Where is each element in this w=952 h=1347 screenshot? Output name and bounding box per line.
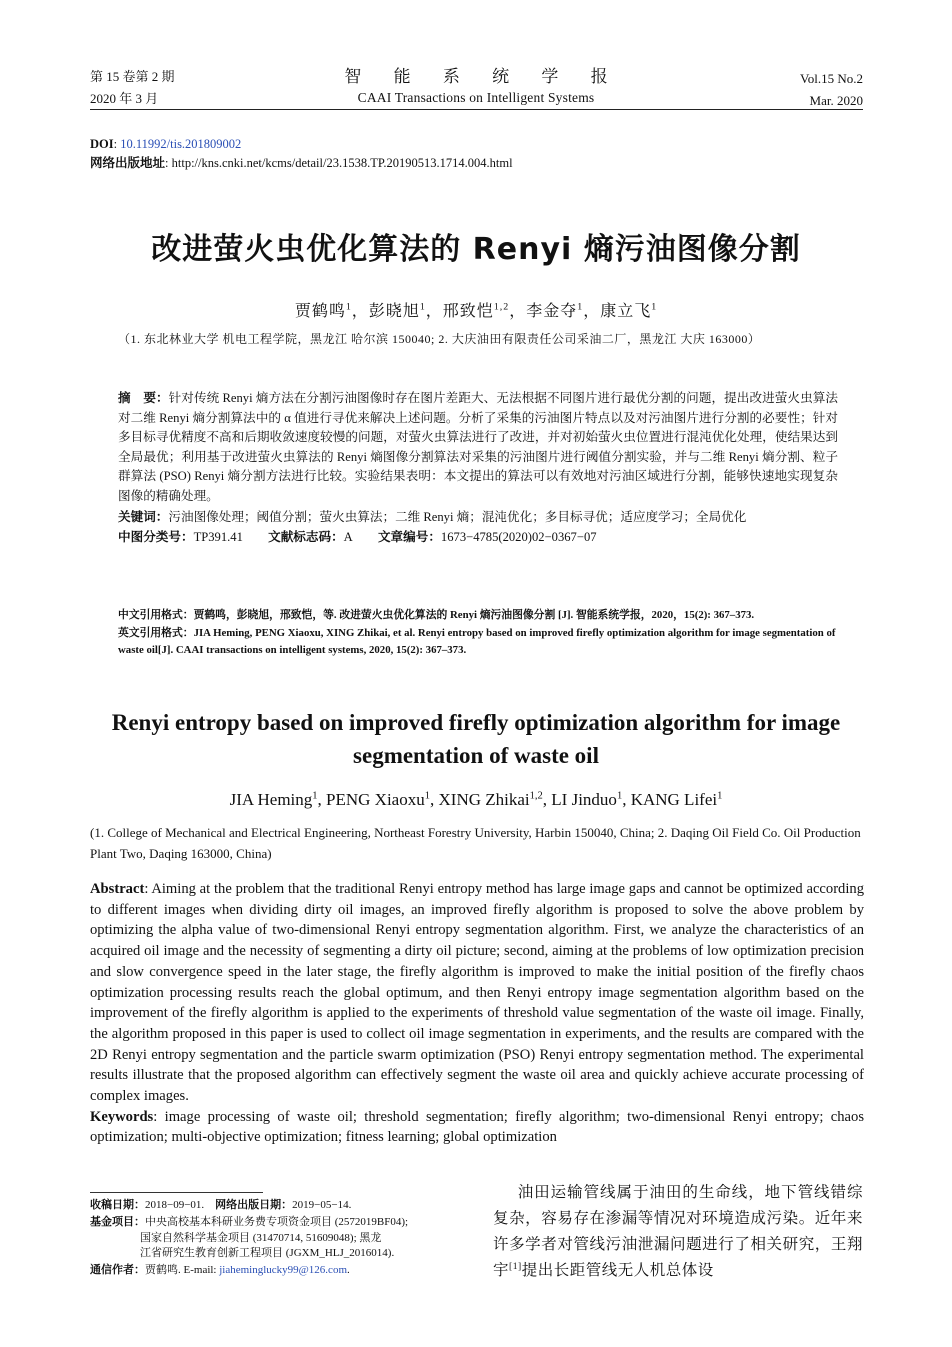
citation-block bbox=[118, 606, 838, 659]
affiliation-cn: （1. 东北林业大学 机电工程学院，黑龙江 哈尔滨 150040; 2. 大庆油田有限责任公司采油二厂，黑龙江 大庆 163000） bbox=[118, 332, 761, 346]
keywords-en-line bbox=[90, 1107, 864, 1148]
doc-code-label: 文献标志码： bbox=[268, 529, 344, 545]
online-date: 2019−05−14. bbox=[292, 1199, 352, 1211]
authors-en: JIA Heming$^1$, PENG Xiaoxu$^1$, XING Zhikai$^{1,2}$, LI Jinduo$^1$, KANG Lifei$^1$ bbox=[229, 790, 723, 809]
author-cn: 邢致恺 bbox=[442, 303, 494, 320]
citation-en bbox=[118, 624, 838, 659]
online-date-label: 网络出版日期： bbox=[215, 1198, 293, 1211]
fund-2: 国家自然科学基金项目 (31470714, 51609048); 黑龙 bbox=[140, 1231, 382, 1244]
author-cn: 彭晓旭 bbox=[368, 303, 420, 320]
corr-label: 通信作者： bbox=[90, 1263, 145, 1277]
author-en: XING Zhikai bbox=[438, 790, 530, 809]
received-label: 收稿日期： bbox=[90, 1198, 145, 1211]
title-cn: 改进萤火虫优化算法的 Renyi 熵污油图像分割 bbox=[151, 232, 801, 267]
citation-cn-label: 中文引用格式： bbox=[118, 608, 194, 621]
affiliation-en: (1. College of Mechanical and Electrical Engineering, Northeast Forestry University, Harbin 150040, China; 2. Daqing Oil Field Co. Oil Production Plant Two, Daqing 163000, China) bbox=[90, 825, 861, 861]
author-sup: 1 bbox=[312, 790, 318, 802]
author-sup: 1 bbox=[577, 301, 584, 313]
title-en: Renyi entropy based on improved firefly optimization algorithm for image segmentation of waste oil bbox=[111, 710, 841, 768]
volume-en: Vol.15 No.2 bbox=[800, 71, 863, 86]
abstract-en-text: : Aiming at the problem that the traditional Renyi entropy method has large image gaps and cannot be optimized according to different images when dividing dirty oil images, an improved firefly algorithm is proposed to solve the above problem by optimizing the alpha value of two-dimensional Renyi entropy segmentation algorithm. First, we analyze the characteristics of an acquired oil image and the necessity of segmenting a dirty oil picture; second, aiming at the problems of low optimization precision and slow convergence speed in the later stage, the firefly algorithm is improved to make the initial position of the firefly chaos optimization processing results reach the global optimum, and then Renyi entropy image segmentation algorithm based on the improvement of the firefly algorithm is applied to the experiments of threshold value segmentation of the waste oil image. Finally, the algorithm proposed in this paper is used to collect oil image segmentation in experiments, and the results are compared with the 2D Renyi entropy segmentation and the particle swarm optimization (PSO) Renyi entropy segmentation method. The experimental results illustrate that the proposed algorithm can effectively segment the waste oil area and quickly achieve accurate processing of complex images. bbox=[90, 881, 864, 1105]
dates-line bbox=[90, 1197, 470, 1214]
citation-en-label: 英文引用格式： bbox=[118, 626, 194, 639]
author-en: JIA Heming bbox=[229, 790, 313, 809]
abstract-cn-text: 针对传统 Renyi 熵方法在分割污油图像时存在图片差距大、无法根据不同图片进行最优分割的问题，提出改进萤火虫算法对二维 Renyi 熵分割算法中的 α 值进行寻优来解决上述问题。分析了采集的污油图片特点以及对污油图片进行分割的必要性；针对多目标寻优精度不高和后期收敛速度较慢的问题，对萤火虫算法进行了改进，并对初始萤火虫位置进行混沌优化处理，使结果达到全局最优；利用基于改进萤火虫算法的 Renyi 熵图像分割算法对采集的污油图片进行阈值分割实验，并与二维 Renyi 熵分割、粒子群算法 (PSO) Renyi 熵分割方法进行比较。实验结果表明：本文提出的算法可以有效地对污油区域进行分割，能够快速地实现复杂图像的精确处理。 bbox=[118, 391, 838, 503]
received-date: 2018−09−01. bbox=[145, 1199, 205, 1211]
footnote-rule bbox=[90, 1192, 263, 1193]
online-line: 网络出版地址: http://kns.cnki.net/kcms/detail/23.1538.TP.20190513.1714.004.html bbox=[90, 156, 513, 170]
citation-cn bbox=[118, 606, 838, 624]
author-sup: 1,2 bbox=[493, 301, 510, 313]
article-no-value: 1673−4785(2020)02−0367−07 bbox=[440, 530, 597, 545]
abstract-cn-body bbox=[118, 388, 838, 507]
classification-line bbox=[118, 527, 838, 548]
header-left bbox=[90, 66, 175, 110]
author-sup: 1 bbox=[651, 301, 658, 313]
article-meta bbox=[90, 135, 513, 173]
body-text-1: 油田运输管线属于油田的生命线，地下管线错综复杂，容易存在渗漏等情况对环境造成污染。近年来许多学者对管线污油泄漏问题进行了相关研究，王翔宇 bbox=[493, 1184, 863, 1279]
keywords-cn-line bbox=[118, 507, 838, 528]
doi-label: DOI bbox=[90, 137, 114, 151]
doc-code-value: A bbox=[343, 530, 353, 545]
journal-title-en: CAAI Transactions on Intelligent Systems bbox=[357, 90, 595, 105]
online-label: 网络出版地址 bbox=[90, 156, 166, 170]
footnote bbox=[90, 1197, 470, 1279]
fund-1: 中央高校基本科研业务费专项资金项目 (2572019BF04); bbox=[145, 1215, 409, 1228]
online-url[interactable]: http://kns.cnki.net/kcms/detail/23.1538.TP.20190513.1714.004.html bbox=[171, 156, 513, 170]
corr-end: . bbox=[347, 1264, 350, 1277]
doi-line: DOI: 10.11992/tis.201809002 bbox=[90, 137, 242, 151]
fund-3: 江省研究生教育创新工程项目 (JGXM_HLJ_2016014). bbox=[140, 1247, 395, 1260]
corresponding-line bbox=[90, 1262, 470, 1279]
date-en: Mar. 2020 bbox=[809, 93, 863, 108]
fund-label: 基金项目： bbox=[90, 1214, 145, 1228]
header-right bbox=[800, 68, 863, 112]
citation-en-text: JIA Heming, PENG Xiaoxu, XING Zhikai, et al. Renyi entropy based on improved firefly optimization algorithm for image segmentation of waste oil[J]. CAAI transactions on intelligent systems, 2020, 15(2): 367–373. bbox=[118, 627, 836, 656]
author-cn: 康立飞 bbox=[600, 303, 652, 320]
article-no-label: 文章编号： bbox=[377, 529, 441, 545]
abstract-en bbox=[90, 879, 864, 1148]
author-en: KANG Lifei bbox=[630, 790, 718, 809]
keywords-cn-label: 关键词： bbox=[118, 508, 169, 524]
author-en: LI Jinduo bbox=[551, 790, 617, 809]
author-cn: 李金夺 bbox=[526, 303, 578, 320]
keywords-en-label: Keywords bbox=[90, 1108, 154, 1125]
abstract-en-body bbox=[90, 879, 864, 1107]
header-rule bbox=[90, 109, 863, 110]
author-sup: 1 bbox=[419, 301, 426, 313]
journal-title-cn: 智 能 系 统 学 报 bbox=[344, 67, 622, 86]
date-cn: 2020 年 3 月 bbox=[90, 91, 159, 106]
body-paragraph bbox=[493, 1180, 863, 1284]
fund-line bbox=[90, 1214, 470, 1231]
volume-cn: 第 15 卷第 2 期 bbox=[90, 69, 175, 84]
abstract-cn bbox=[118, 388, 838, 548]
author-sup: 1 bbox=[616, 790, 623, 802]
corr-email[interactable]: jiaheminglucky99@126.com bbox=[219, 1264, 347, 1277]
body-text-2: 提出长距管线无人机总体设 bbox=[521, 1262, 714, 1279]
author-en: PENG Xiaoxu bbox=[326, 790, 425, 809]
author-cn: 贾鹤鸣 bbox=[294, 303, 346, 320]
header-center bbox=[300, 62, 652, 106]
keywords-cn: 污油图像处理；阈值分割；萤火虫算法；二维 Renyi 熵；混沌优化；多目标寻优；适应度学习；全局优化 bbox=[168, 509, 747, 524]
author-sup: 1 bbox=[717, 790, 723, 802]
corr-name: 贾鹤鸣. E-mail: bbox=[145, 1264, 220, 1277]
abstract-cn-label: 摘 要： bbox=[118, 390, 169, 405]
author-sup: 1,2 bbox=[529, 790, 543, 802]
clc-label: 中图分类号： bbox=[118, 529, 194, 545]
keywords-en: : image processing of waste oil; threshold segmentation; firefly algorithm; two-dimensional Renyi entropy; chaos optimization; multi-objective optimization; fitness learning; global optimization bbox=[90, 1108, 864, 1146]
clc-value: TP391.41 bbox=[193, 530, 243, 545]
author-sup: 1 bbox=[424, 790, 430, 802]
abstract-en-label: Abstract bbox=[90, 881, 145, 897]
author-sup: 1 bbox=[345, 301, 352, 313]
doi-link[interactable]: 10.11992/tis.201809002 bbox=[120, 137, 242, 151]
authors-cn: 贾鹤鸣$^1$，彭晓旭$^1$，邢致恺$^{1,2}$，李金夺$^1$，康立飞$^1$ bbox=[294, 301, 658, 320]
reference-marker[interactable]: [1] bbox=[509, 1260, 522, 1272]
citation-cn-text: 贾鹤鸣，彭晓旭，邢致恺，等. 改进萤火虫优化算法的 Renyi 熵污油图像分割 [J]. 智能系统学报，2020，15(2): 367–373. bbox=[193, 609, 755, 621]
